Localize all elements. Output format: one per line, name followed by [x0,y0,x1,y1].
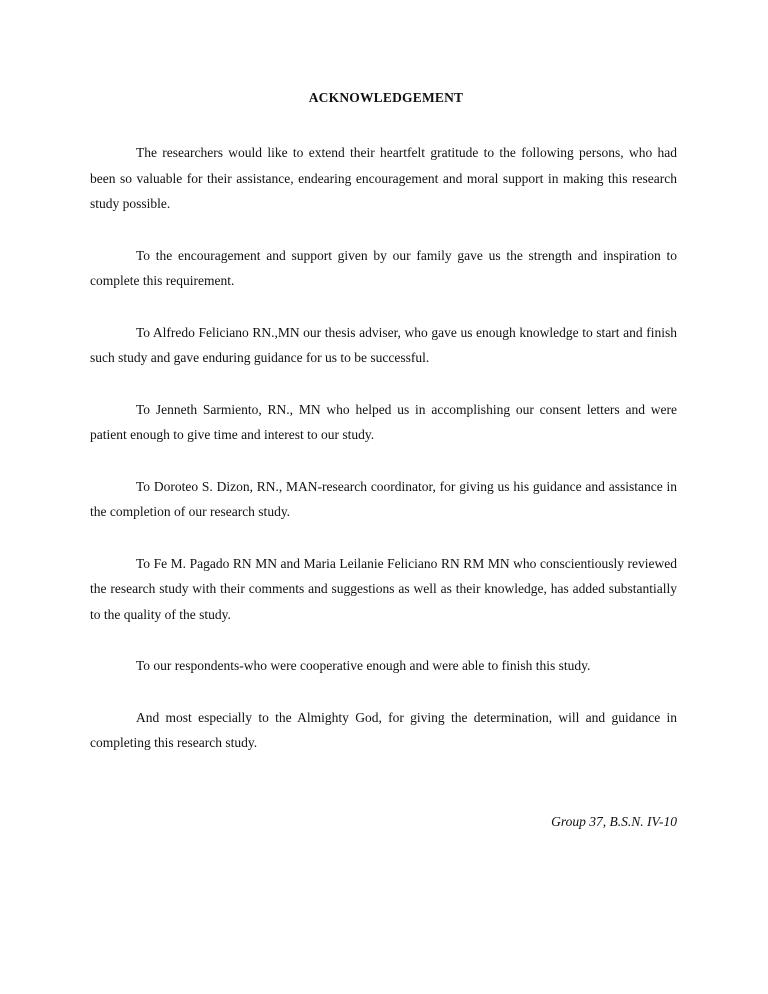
document-title: ACKNOWLEDGEMENT [308,90,464,105]
paragraph-reviewers: To Fe M. Pagado RN MN and Maria Leilanie Feliciano RN RM MN who conscientiously reviewed the research study with their comments and suggestions as well as their knowledge, has added substantially to the quality of the study. [90,555,677,622]
paragraph-intro: The researchers would like to extend their heartfelt gratitude to the following persons, who had been so valuable for their assistance, endearing encouragement and moral support in making this research study possible. [90,145,677,211]
paragraph-sarmiento: To Jenneth Sarmiento, RN., MN who helped us in accomplishing our consent letters and were patient enough to give time and interest to our study. [90,401,677,442]
paragraph-family: To the encouragement and support given by our family gave us the strength and inspiration to complete this requirement. [90,247,677,288]
document-page [90,90,677,830]
paragraph-respondents: To our respondents-who were cooperative enough and were able to finish this study. [136,658,591,673]
paragraph-coordinator: To Doroteo S. Dizon, RN., MAN-research coordinator, for giving us his guidance and assistance in the completion of our research study. [90,478,677,519]
signature-line: Group 37, B.S.N. IV-10 [551,813,677,829]
paragraph-god: And most especially to the Almighty God, for giving the determination, will and guidance in completing this research study. [90,709,677,750]
paragraph-adviser: To Alfredo Feliciano RN.,MN our thesis adviser, who gave us enough knowledge to start and finish such study and gave enduring guidance for us to be successful. [90,324,677,365]
